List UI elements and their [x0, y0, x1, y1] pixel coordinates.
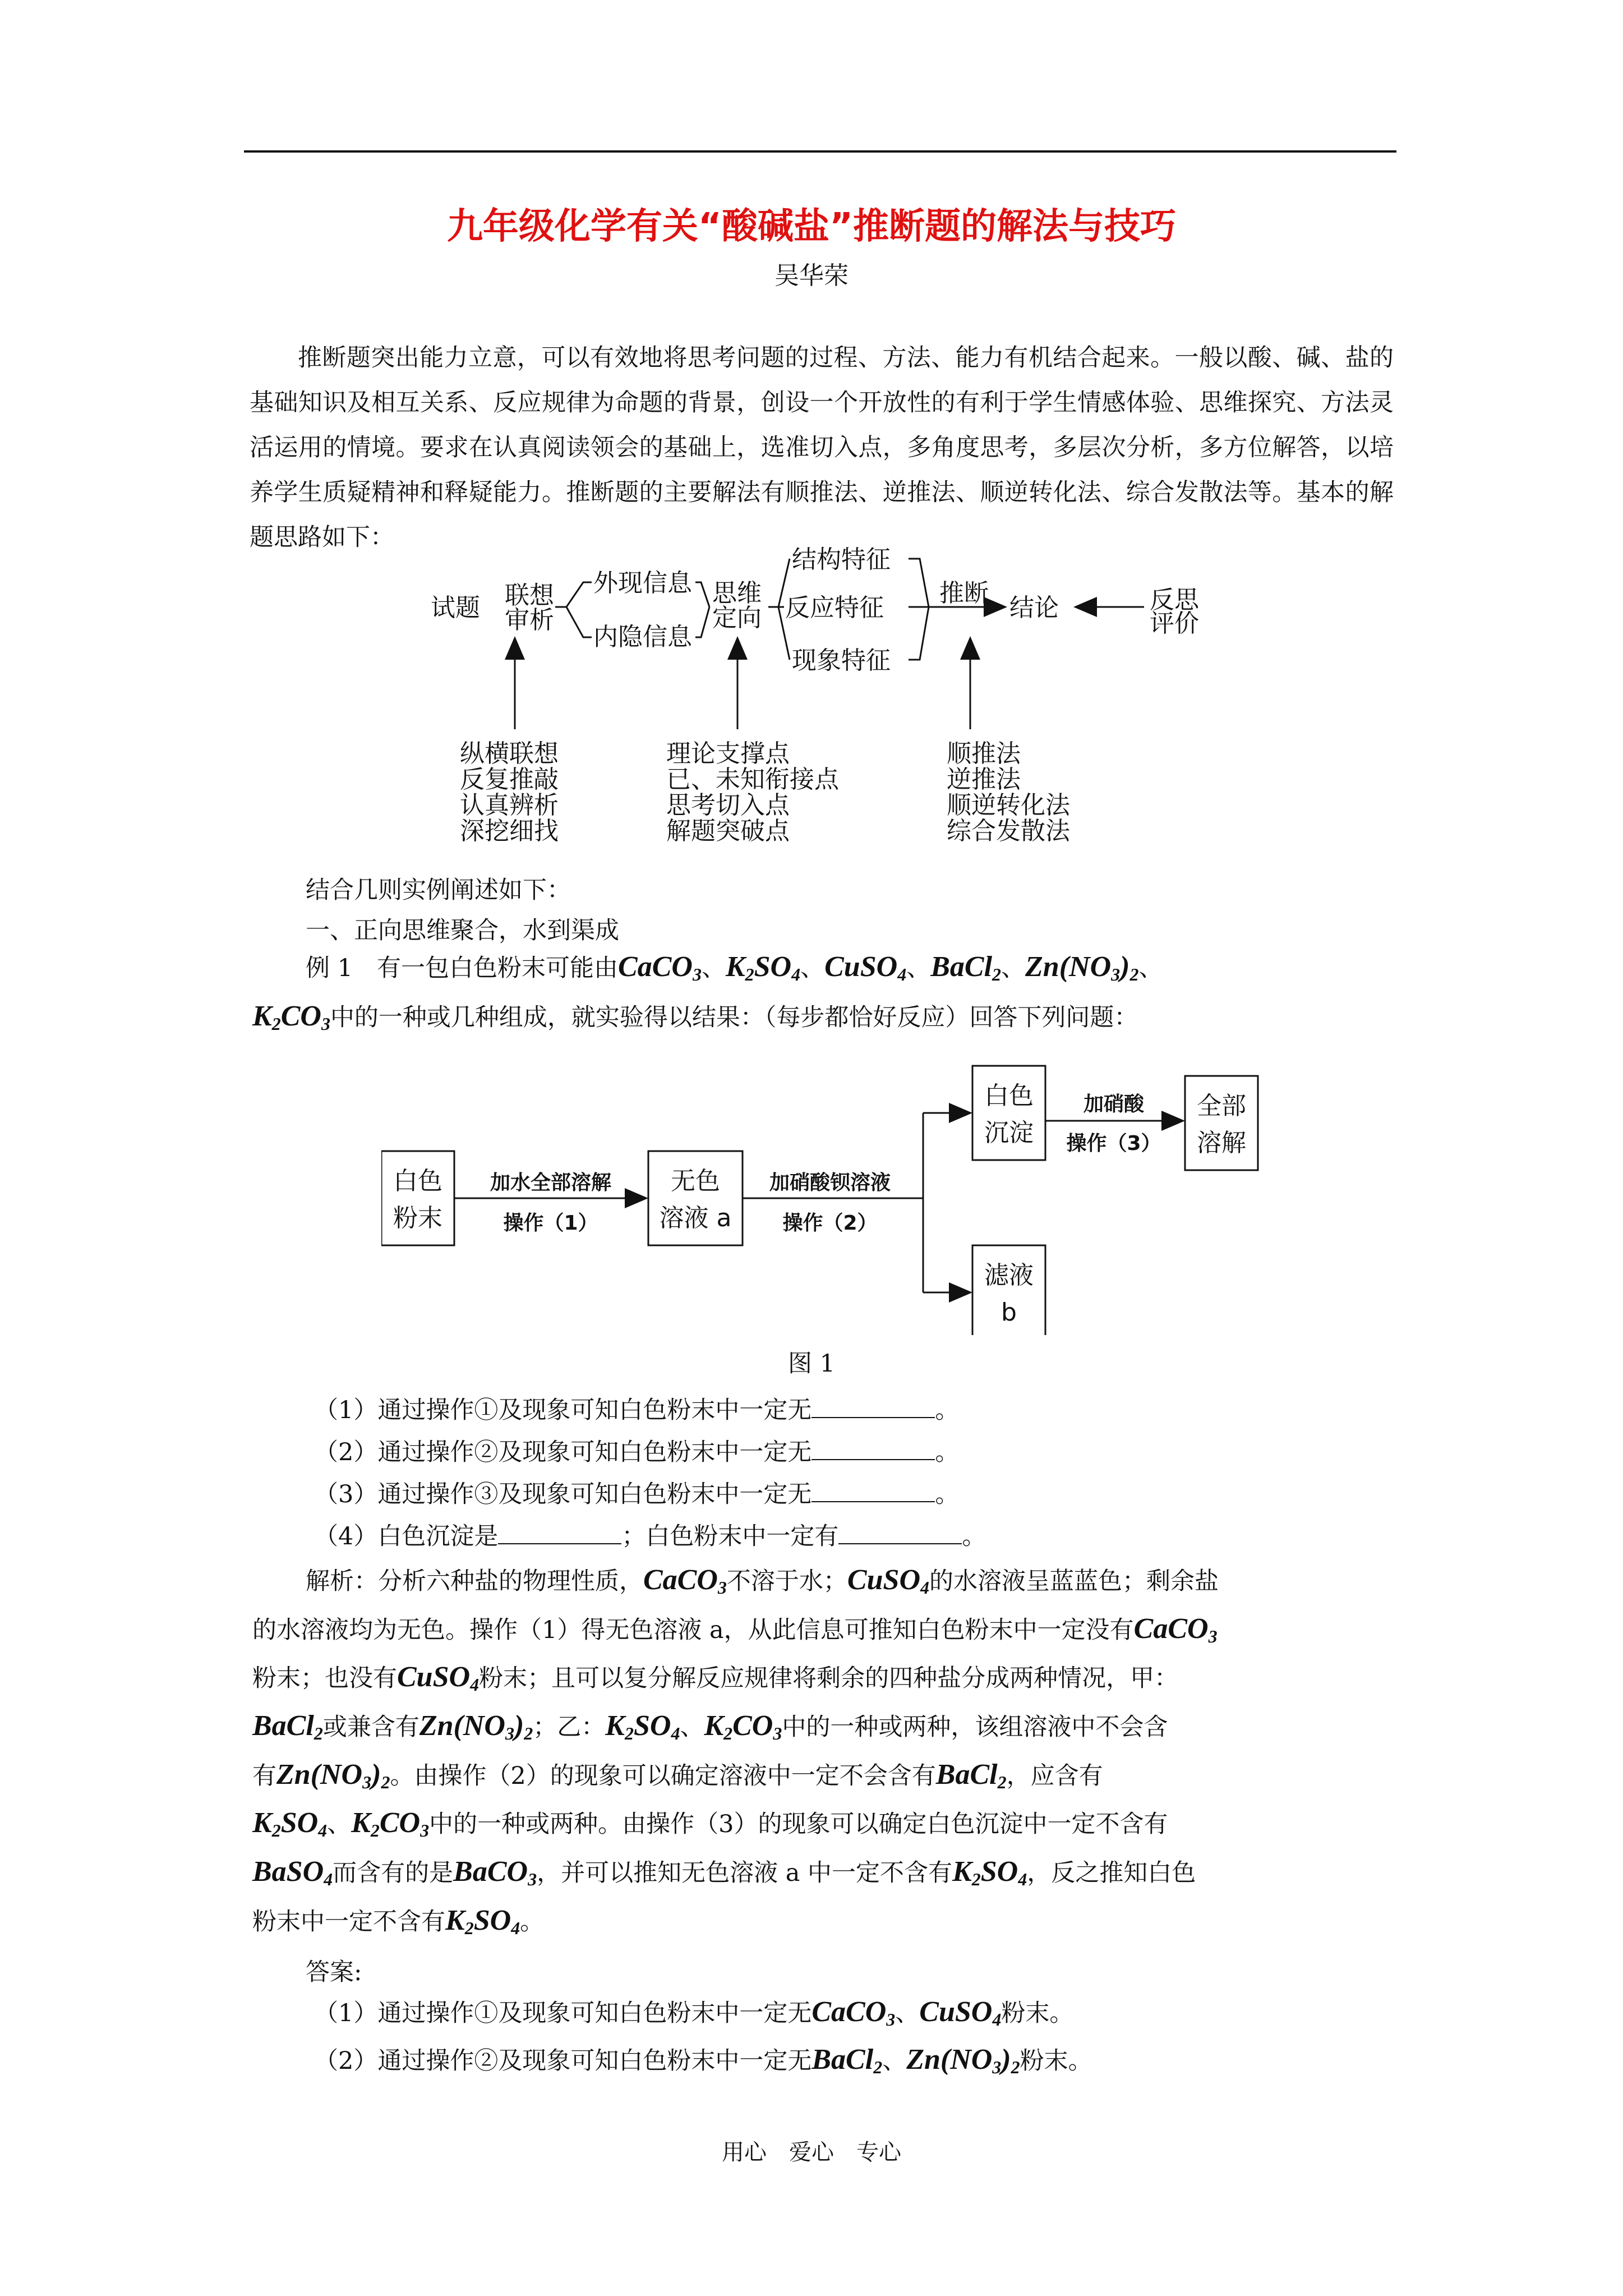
flow-link1-a: 联想 [505, 581, 554, 610]
chem-k2so4: $K_2SO_4$ [605, 1710, 680, 1743]
analysis-text: 粉末；也没有 [252, 1664, 397, 1692]
box2-line1: 无色 [671, 1167, 720, 1195]
flow-infer: 推断 [939, 579, 989, 608]
author: 吴华荣 [774, 261, 849, 290]
example-line-2 [252, 999, 1138, 1034]
flow-link2-b: 定向 [712, 604, 762, 632]
chem-bacl2: BaCl$_2$ [935, 1759, 1007, 1792]
chem-k2co3: $K_2CO_3$ [351, 1807, 430, 1841]
support3-2: 逆推法 [947, 765, 1021, 794]
analysis-text: 而含有的是 [333, 1859, 454, 1887]
question-3-end: 。 [935, 1480, 960, 1508]
question-3-text: （3）通过操作③及现象可知白色粉末中一定无 [314, 1480, 812, 1508]
flow-review-b: 评价 [1150, 609, 1199, 638]
question-2-end: 。 [935, 1438, 960, 1466]
box3-line1: 白色 [984, 1082, 1034, 1110]
support2-4: 解题突破点 [666, 817, 790, 845]
answer-blank[interactable] [498, 1524, 621, 1544]
chem-znno3: $Zn(NO_3)_2$ [276, 1759, 390, 1792]
box1-line1: 白色 [393, 1167, 442, 1195]
analysis-text: ；乙： [533, 1713, 606, 1741]
chem-k2co3: $K_2CO_3$ [704, 1710, 782, 1743]
analysis-text: ，反之推知白色 [1027, 1859, 1196, 1887]
chem-bacl2: BaCl$_2$ [252, 1710, 323, 1743]
question-1 [314, 1391, 959, 1425]
box1-line2: 粉末 [393, 1204, 442, 1232]
question-4-text: （4）白色沉淀是 [314, 1522, 499, 1550]
box3-line2: 沉淀 [984, 1119, 1034, 1147]
analysis-text: 的水溶液均为无色。操作（1）得无色溶液 a，从此信息可推知白色粉末中一定没有 [252, 1616, 1134, 1644]
question-2 [314, 1433, 959, 1467]
chem-baco3: BaCO$_3$ [453, 1856, 537, 1889]
analysis-line-1 [306, 1562, 1219, 1598]
answer-1: （1）通过操作①及现象可知白色粉末中一定无CaCO$_3$、CuSO$_4$粉末。 [314, 1996, 1074, 2030]
chem-znno3: $Zn(NO_3)_2$ [419, 1710, 533, 1743]
box5-line2: b [1001, 1298, 1017, 1327]
lead-text: 结合几则实例阐述如下： [306, 876, 571, 904]
analysis-text: 。由操作（2）的现象可以确定溶液中一定不会含有 [390, 1762, 936, 1790]
chem-caco3: CaCO$_3$ [618, 951, 702, 984]
analysis-text: ，应含有 [1006, 1762, 1103, 1790]
chem-k2so4: $K_2SO_4$ [952, 1856, 1027, 1889]
op1-reagent: 加水全部溶解 [490, 1171, 612, 1194]
figure-caption: 图 1 [787, 1350, 836, 1378]
support3-3: 顺逆转化法 [947, 791, 1070, 820]
flow-feature-reaction: 反应特征 [785, 593, 884, 622]
support3-4: 综合发散法 [947, 817, 1070, 845]
analysis-text: 粉末；且可以复分解反应规律将剩余的四种盐分成两种情况，甲： [479, 1664, 1179, 1692]
support1-1: 纵横联想 [460, 739, 559, 768]
chem-cuso4: CuSO$_4$ [919, 1996, 1002, 2030]
analysis-text: ，并可以推知无色溶液 a 中一定不含有 [537, 1859, 953, 1887]
box4-line2: 溶解 [1197, 1129, 1246, 1157]
chem-cuso4: CuSO$_4$ [824, 951, 907, 984]
answer-1-end: 粉末。 [1001, 1999, 1074, 2027]
support3-1: 顺推法 [947, 739, 1021, 768]
answer-2: （2）通过操作②及现象可知白色粉末中一定无BaCl$_2$、$Zn(NO_3)_2$粉末。 [314, 2044, 1092, 2077]
question-1-text: （1）通过操作①及现象可知白色粉末中一定无 [314, 1396, 812, 1424]
figure-1 [381, 1055, 1267, 1335]
analysis-text: 中的一种或两种。由操作（3）的现象可以确定白色沉淀中一定不含有 [429, 1810, 1168, 1838]
support2-2: 已、未知衔接点 [666, 765, 839, 794]
page-footer: 用心 爱心 专心 [722, 2139, 901, 2165]
answer-blank[interactable] [811, 1398, 935, 1418]
chem-k2so4: $K_2SO_4$ [252, 1807, 328, 1841]
answer-label: 答案: [306, 1958, 362, 1986]
op3-label: 操作（3） [1066, 1132, 1161, 1155]
analysis-line-7 [252, 1854, 1196, 1890]
support1-4: 深挖细找 [460, 817, 559, 845]
flow-feature-structure: 结构特征 [792, 545, 891, 574]
flow-link2-a: 思维 [712, 579, 762, 608]
support2-1: 理论支撑点 [666, 739, 790, 768]
flow-conclusion: 结论 [1009, 593, 1059, 622]
analysis-line-8 [252, 1903, 544, 1939]
question-4-end: 。 [962, 1522, 986, 1550]
chem-bacl2: BaCl$_2$ [930, 951, 1002, 984]
chem-k2co3: $K_2CO_3$ [252, 1000, 330, 1034]
flow-start: 试题 [431, 593, 480, 622]
example-line-1: 例 1 有一包白色粉末可能由CaCO$_3$、$K_2SO_4$、CuSO$_4$、BaCl$_2$、$Zn(NO_3)_2$、 [306, 951, 1163, 984]
chem-znno3: $Zn(NO_3)_2$ [906, 2044, 1020, 2077]
example-text-2: 中的一种或几种组成，就实验得以结果：（每步都恰好反应）回答下列问题： [330, 1004, 1138, 1032]
analysis-line-6: $K_2SO_4$、$K_2CO_3$中的一种或两种。由操作（3）的现象可以确定白色沉淀中一定不含有 [252, 1807, 1168, 1841]
answer-blank[interactable] [811, 1440, 935, 1460]
chem-cuso4: CuSO$_4$ [397, 1661, 479, 1695]
intro-paragraph: 推断题突出能力立意，可以有效地将思考问题的过程、方法、能力有机结合起来。一般以酸、碱、盐的基础知识及相互关系、反应规律为命题的背景，创设一个开放性的有利于学生情感体验、思维探究、方法灵活运用的情境。要求在认真阅读领会的基础上，选准切入点，多角度思考，多层次分析，多方位解答，以培养学生质疑精神和释疑能力。推断题的主要解法有顺推法、逆推法、顺逆转化法、综合发散法等。基本的解题思路如下： [250, 344, 1394, 551]
example-text-1: 有一包白色粉末可能由 [377, 954, 619, 982]
question-4 [314, 1517, 986, 1552]
analysis-line-4: BaCl$_2$或兼含有$Zn(NO_3)_2$；乙：$K_2SO_4$、$K_2CO_3$中的一种或两种，该组溶液中不会含 [252, 1710, 1168, 1743]
analysis-line-3 [252, 1659, 1178, 1695]
question-2-text: （2）通过操作②及现象可知白色粉末中一定无 [314, 1438, 812, 1466]
chem-znno3: $Zn(NO_3)_2$ [1025, 951, 1139, 984]
answer-2-text: （2）通过操作②及现象可知白色粉末中一定无 [314, 2047, 812, 2075]
flow-link1-b: 审析 [505, 606, 554, 634]
answer-blank[interactable] [838, 1524, 962, 1544]
chem-caco3: CaCO$_3$ [1133, 1613, 1218, 1646]
chem-k2so4: $K_2SO_4$ [725, 951, 801, 984]
box2-line2: 溶液 a [659, 1204, 732, 1232]
box5-line1: 滤液 [984, 1261, 1034, 1290]
flow-info-outer: 外现信息 [593, 569, 692, 597]
solution-flowchart [415, 539, 1267, 858]
box4-line1: 全部 [1197, 1092, 1246, 1120]
chem-caco3: CaCO$_3$ [811, 1996, 896, 2030]
op2-reagent: 加硝酸钡溶液 [769, 1171, 891, 1194]
analysis-line-2 [252, 1611, 1218, 1647]
chem-baso4: BaSO$_4$ [252, 1856, 333, 1889]
flow-feature-phenomenon: 现象特征 [792, 646, 891, 675]
question-1-end: 。 [935, 1396, 960, 1424]
flow-info-inner: 内隐信息 [593, 623, 692, 651]
analysis-text: 不溶于水； [726, 1567, 847, 1595]
analysis-line-5 [252, 1757, 1103, 1793]
question-4-mid: ；白色粉末中一定有 [621, 1522, 839, 1550]
support2-3: 思考切入点 [666, 791, 790, 820]
answer-2-end: 粉末。 [1020, 2047, 1092, 2075]
header-rule [244, 150, 1396, 153]
op2-label: 操作（2） [782, 1212, 878, 1235]
analysis-text: 解析：分析六种盐的物理性质， [306, 1567, 643, 1595]
page-title: 九年级化学有关“酸碱盐”推断题的解法与技巧 [446, 206, 1177, 247]
chem-k2so4: $K_2SO_4$ [445, 1904, 520, 1938]
analysis-text: 或兼含有 [322, 1713, 419, 1741]
chem-bacl2: BaCl$_2$ [811, 2044, 883, 2077]
answer-blank[interactable] [811, 1482, 935, 1502]
example-label: 例 1 [306, 954, 353, 982]
support1-2: 反复推敲 [460, 765, 559, 794]
section-heading: 一、正向思维聚合，水到渠成 [306, 917, 619, 945]
analysis-text: 中的一种或两种，该组溶液中不会含 [782, 1713, 1168, 1741]
analysis-text: 的水溶液呈蓝蓝色；剩余盐 [929, 1567, 1219, 1595]
analysis-text: 。 [520, 1908, 545, 1936]
analysis-text: 粉末中一定不含有 [252, 1908, 445, 1936]
op3-reagent: 加硝酸 [1083, 1093, 1145, 1116]
chem-cuso4: CuSO$_4$ [847, 1564, 929, 1598]
flow-review-a: 反思 [1150, 586, 1199, 614]
support1-3: 认真辨析 [460, 791, 559, 820]
question-3 [314, 1475, 959, 1510]
chem-caco3: CaCO$_3$ [643, 1564, 727, 1598]
analysis-text: 有 [252, 1762, 276, 1790]
answer-1-text: （1）通过操作①及现象可知白色粉末中一定无 [314, 1999, 812, 2027]
op1-label: 操作（1） [503, 1212, 598, 1235]
